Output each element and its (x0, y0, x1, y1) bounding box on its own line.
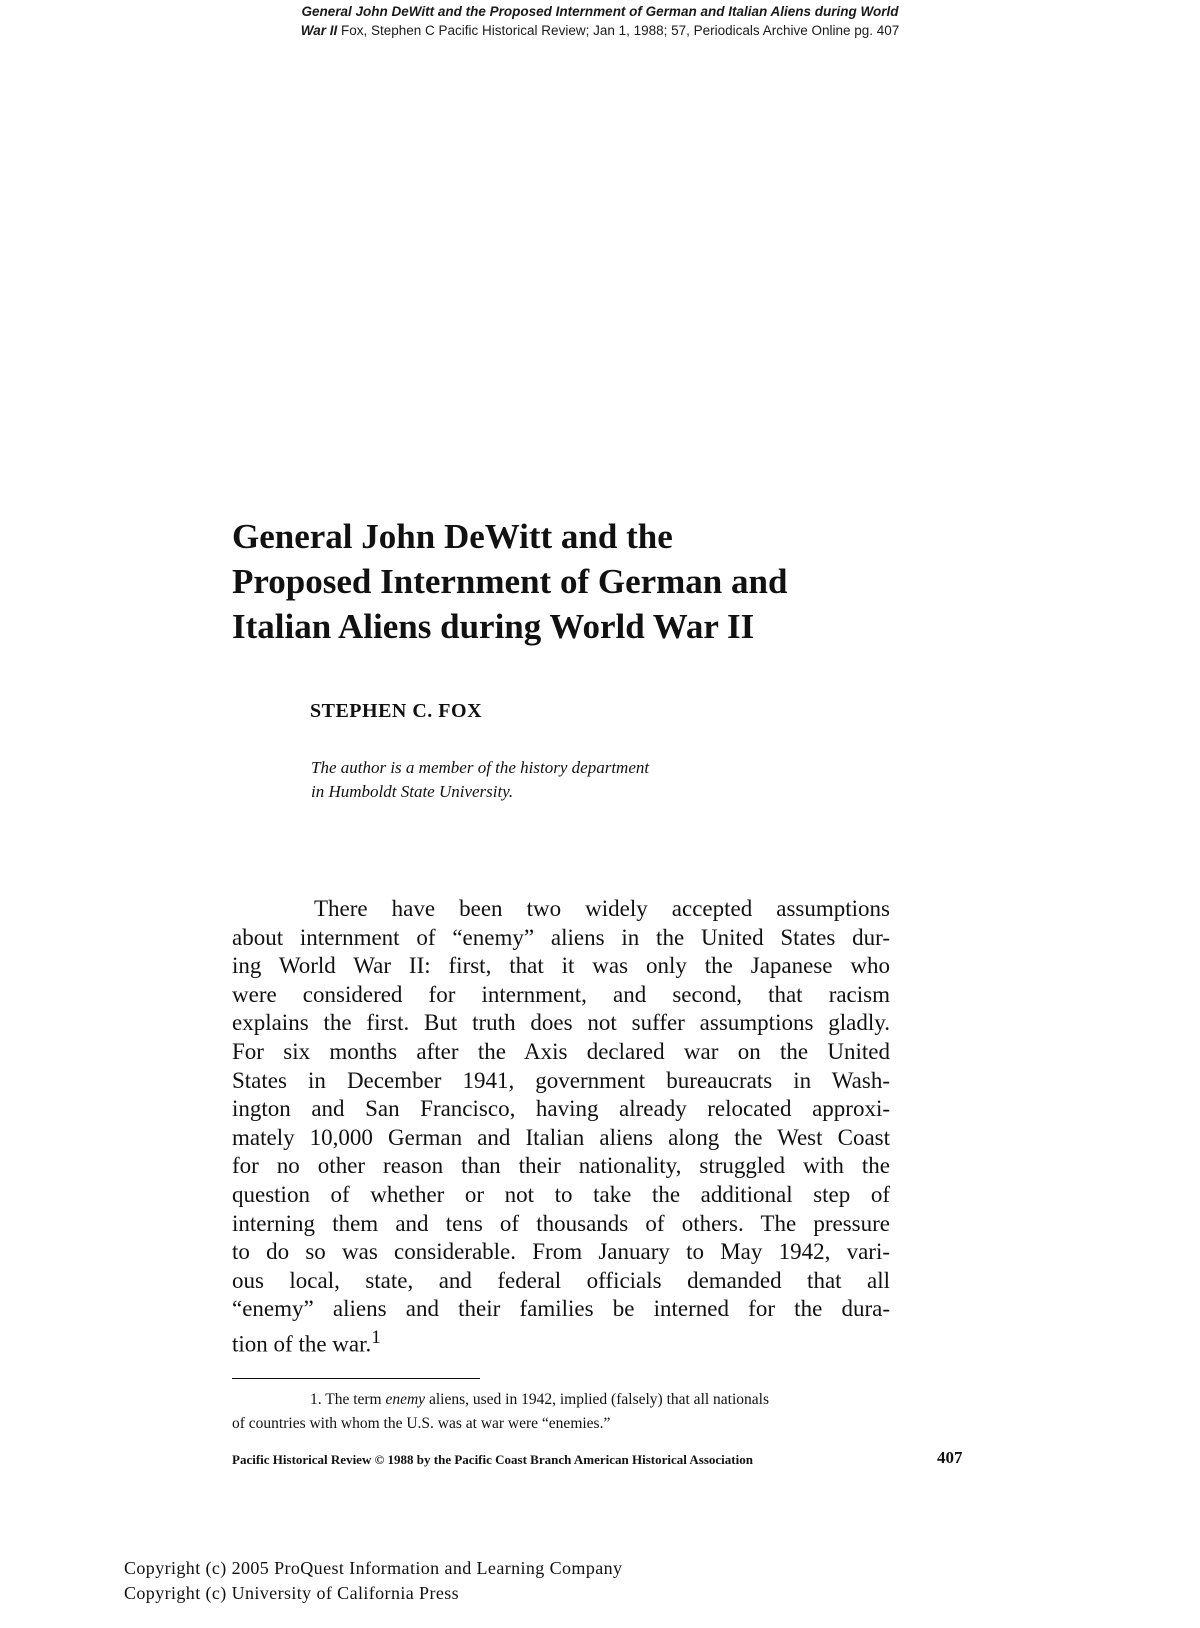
copyright-line: Copyright (c) 2005 ProQuest Information and Learning Company (124, 1558, 623, 1578)
article-title (232, 514, 787, 649)
body-line: to do so was considerable. From January to May 1942, vari- (232, 1239, 890, 1265)
author-affiliation (311, 756, 649, 804)
citation-line-2 (0, 21, 1200, 40)
body-line: about internment of “enemy” aliens in the United States dur- (232, 924, 890, 950)
body-line: explains the first. But truth does not suffer assumptions gladly. (232, 1010, 890, 1036)
citation-title: General John DeWitt and the Proposed Internment of German and Italian Aliens during World (301, 4, 899, 19)
article-title-line: Italian Aliens during World War II (232, 607, 755, 646)
body-line: There have been two widely accepted assumptions (314, 896, 890, 921)
body-line: “enemy” aliens and their families be interned for the dura- (232, 1296, 890, 1322)
body-line: mately 10,000 German and Italian aliens along the West Coast (232, 1124, 890, 1150)
body-line: States in December 1941, government bureaucrats in Wash- (232, 1067, 890, 1093)
body-line: ington and San Francisco, having already relocated approxi- (232, 1096, 890, 1122)
copyright-notice (124, 1556, 622, 1606)
footnote (232, 1388, 890, 1436)
body-line: were considered for internment, and second, that racism (232, 981, 890, 1007)
copyright-line: Copyright (c) University of California Press (124, 1583, 460, 1603)
footnote-marker[interactable]: 1 (371, 1326, 381, 1348)
affiliation-line: in Humboldt State University. (311, 782, 514, 801)
body-line: ous local, state, and federal officials demanded that all (232, 1267, 890, 1293)
citation-header (0, 2, 1200, 40)
citation-title-end: War II (300, 23, 338, 38)
body-line: ing World War II: first, that it was only the Japanese who (232, 953, 890, 979)
page-number: 407 (937, 1448, 963, 1467)
body-line: question of whether or not to take the additional step of (232, 1181, 890, 1207)
citation-source: Fox, Stephen C Pacific Historical Review; Jan 1, 1988; 57, Periodicals Archive Online pg. 407 (337, 23, 900, 38)
footnote-emphasis: enemy (385, 1391, 426, 1408)
footnote-text: aliens, used in 1942, implied (falsely) that all nationals (425, 1391, 770, 1408)
footnote-line: of countries with whom the U.S. was at war were “enemies.” (232, 1415, 611, 1432)
footnote-number: 1. (310, 1391, 322, 1408)
affiliation-line: The author is a member of the history department (311, 758, 650, 777)
body-paragraph (232, 895, 890, 1357)
journal-credit: Pacific Historical Review © 1988 by the Pacific Coast Branch American Historical Association (232, 1452, 753, 1467)
body-line: interning them and tens of thousands of others. The pressure (232, 1210, 890, 1236)
footnote-divider (232, 1378, 480, 1379)
body-line: for no other reason than their nationality, struggled with the (232, 1153, 890, 1179)
footnote-text: The term (321, 1391, 386, 1408)
article-title-line: General John DeWitt and the (232, 517, 673, 556)
body-line: For six months after the Axis declared war on the United (232, 1038, 890, 1064)
body-line-final (232, 1324, 890, 1357)
article-title-line: Proposed Internment of German and (232, 562, 788, 601)
article-author: STEPHEN C. FOX (310, 700, 483, 722)
body-line-text: tion of the war. (232, 1331, 372, 1357)
citation-line-1 (0, 2, 1200, 21)
footnote-line (232, 1388, 890, 1412)
